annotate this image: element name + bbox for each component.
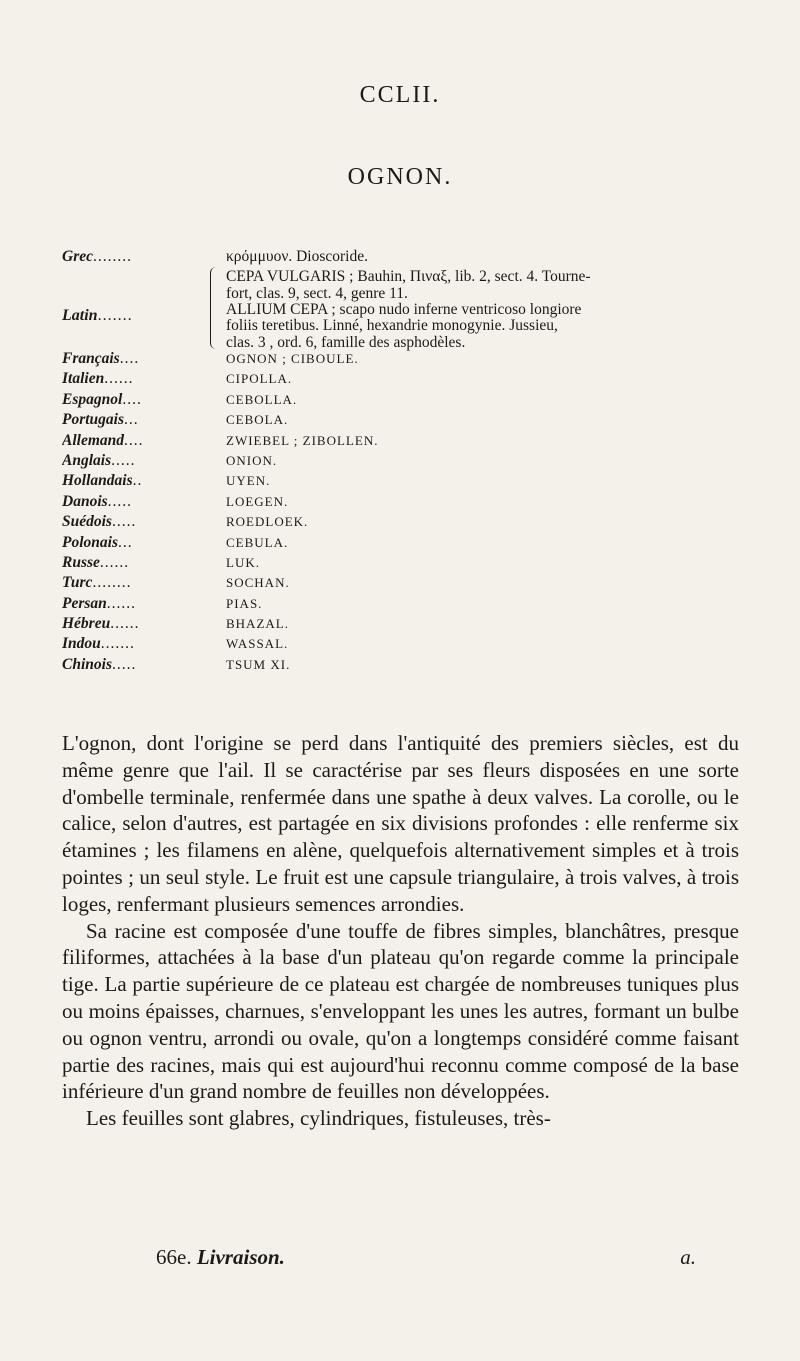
signature-mark: a. [680,1245,696,1269]
livraison-label: Livraison. [196,1245,285,1269]
name-value: OGNON ; CIBOULE. [226,350,359,366]
name-row [62,634,762,654]
name-value: ZWIEBEL ; ZIBOLLEN. [226,432,379,448]
name-row [62,431,762,451]
name-row [62,369,762,389]
name-row [62,553,762,573]
body-paragraph: Sa racine est composée d'une touffe de fibres simples, blanchâtres, presque filiformes, attachées à la base d'un plateau qu'on regarde comme la principale tige. La partie supérieure de ce plateau est chargée de nombreuses tuniques plus ou moins épaisses, charnues, s'enveloppant les unes les autres, formant un bulbe ou ognon ventru, arrondi ou ovale, qu'on a longtemps considéré comme faisant partie des racines, mais qui est aujourd'hui reconnu comme composé de la base inférieure d'un grand nombre de feuilles non développées. [62,918,739,1104]
name-value: CIPOLLA. [226,371,293,387]
language-label: Russe...... [62,553,130,571]
language-label: Hollandais.. [62,472,143,490]
livraison-signature [156,1245,285,1270]
body-paragraph: L'ognon, dont l'origine se perd dans l'antiquité des premiers siècles, est du même genre que l'ail. Il se caractérise par ses fleurs disposées en une sorte d'ombelle terminale, renfermée dans une spathe à deux valves. La corolle, ou le calice, selon d'autres, est partagée en six divisions profondes : elle renferme six étamines ; les filamens en alène, quelquefois alternativement simples et à trois pointes ; un seul style. Le fruit est une capsule triangulaire, à trois valves, à trois loges, renfermant plusieurs semences arrondies. [62,731,739,916]
language-label: Espagnol.... [62,390,142,408]
language-label: Suédois..... [62,513,137,531]
article-title: OGNON. [347,164,453,190]
name-row [62,349,762,369]
language-label: Indou....... [62,635,135,653]
language-label: Turc........ [62,574,132,592]
body-paragraph: Les feuilles sont glabres, cylindriques, fistuleuses, très- [86,1106,551,1131]
name-value: UYEN. [226,473,271,489]
name-value: κρόμμυον. Dioscoride. [226,248,368,265]
latin-name-line: clas. 3 , ord. 6, famille des asphodèles. [226,333,466,351]
name-row [62,573,762,593]
name-value: SOCHAN. [226,575,290,591]
name-value: TSUM XI. [226,656,291,672]
name-value: LUK. [226,554,260,570]
language-label: Persan...... [62,594,137,612]
latin-name-line: CEPA VULGARIS ; Bauhin, Πιναξ, lib. 2, sect. 4. Tourne- [226,268,591,286]
name-row [62,451,762,471]
language-label: Français.... [62,349,140,367]
language-label: Italien...... [62,370,134,388]
language-label: Portugais... [62,411,139,429]
latin-name-line: fort, clas. 9, sect. 4, genre 11. [226,284,408,302]
body-text [62,730,739,1132]
language-label: Anglais..... [62,451,136,469]
names-table [62,247,762,675]
livraison-number: 66e. [156,1245,192,1269]
name-value: CEBOLLA. [226,391,298,407]
name-row-latin [62,267,762,349]
footer [156,1245,696,1273]
name-row [62,594,762,614]
name-row [62,471,762,491]
language-label: Latin....... [62,307,133,325]
name-value: WASSAL. [226,636,289,652]
name-row [62,614,762,634]
name-row [62,655,762,675]
name-row [62,410,762,430]
name-row [62,533,762,553]
name-value: BHAZAL. [226,616,289,632]
language-label: Chinois..... [62,655,137,673]
page-number: CCLII. [359,82,441,108]
name-row-grec [62,247,762,267]
language-label: Hébreu...... [62,615,140,633]
name-row [62,512,762,532]
name-row [62,492,762,512]
name-value: ROEDLOEK. [226,514,309,530]
language-label: Grec........ [62,248,132,265]
name-value: LOEGEN. [226,493,289,509]
name-value: PIAS. [226,595,263,611]
language-label: Polonais... [62,533,133,551]
name-value: CEBULA. [226,534,289,550]
name-value: CEBOLA. [226,412,289,428]
latin-name-line: foliis teretibus. Linné, hexandrie monogynie. Jussieu, [226,317,558,335]
language-label: Danois..... [62,492,133,510]
language-label: Allemand.... [62,431,144,449]
name-row [62,390,762,410]
brace-bracket [210,267,221,349]
latin-name-line: ALLIUM CEPA ; scapo nudo inferne ventricoso longiore [226,300,582,318]
name-value: ONION. [226,452,278,468]
